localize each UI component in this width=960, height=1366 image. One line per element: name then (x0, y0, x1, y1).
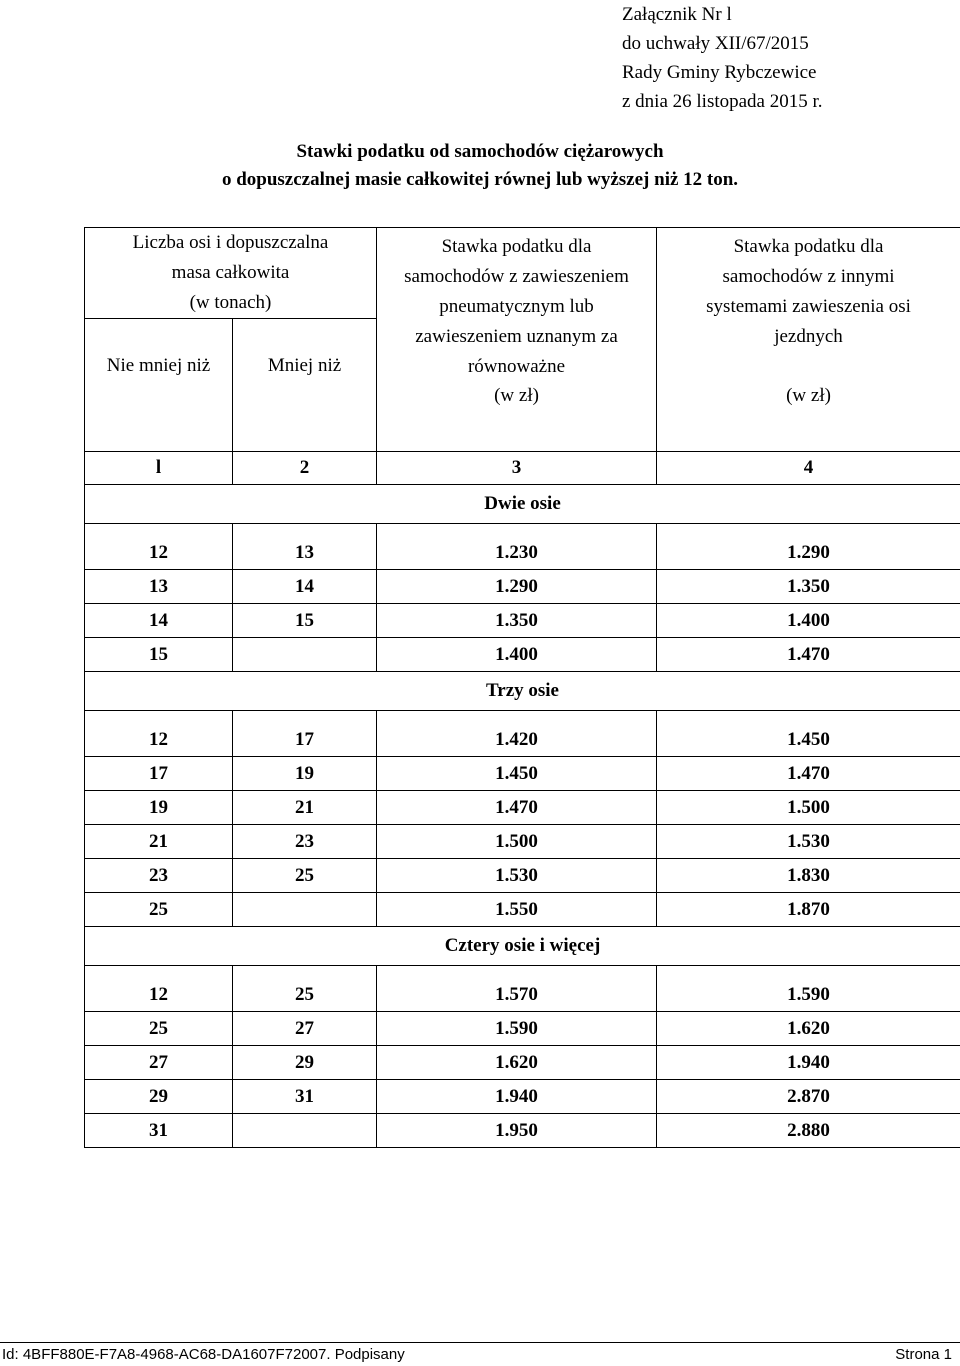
table-row (85, 1046, 960, 1080)
rate-pneumatic-header-line: równoważne (467, 356, 566, 377)
min-weight-cell: 29 (85, 1080, 233, 1114)
max-weight-cell: 25 (233, 966, 377, 1012)
min-weight-header: Nie mniej niż (85, 319, 233, 452)
min-weight-cell: 12 (85, 711, 233, 757)
rate-pneumatic-unit: (w zł) (494, 385, 539, 406)
min-weight-cell: 21 (85, 825, 233, 859)
table-row (85, 638, 960, 672)
rate-pneumatic-header-line: samochodów z zawieszeniem (404, 266, 629, 287)
max-weight-cell: 14 (233, 570, 377, 604)
axles-weight-header (85, 228, 377, 319)
rate-other-cell: 1.470 (657, 757, 960, 791)
rate-other-header-line: jezdnych (774, 326, 843, 347)
max-weight-header: Mniej niż (233, 319, 377, 452)
document-title (0, 138, 960, 194)
max-weight-cell (233, 893, 377, 927)
max-weight-cell: 25 (233, 859, 377, 893)
min-weight-cell: 23 (85, 859, 233, 893)
max-weight-cell: 13 (233, 524, 377, 570)
rate-other-header (657, 228, 960, 452)
max-weight-cell: 19 (233, 757, 377, 791)
table-row (85, 1080, 960, 1114)
rate-pneumatic-cell: 1.530 (377, 859, 657, 893)
max-weight-cell: 23 (233, 825, 377, 859)
max-weight-cell: 27 (233, 1012, 377, 1046)
table-row (85, 1012, 960, 1046)
rate-other-cell: 1.590 (657, 966, 960, 1012)
rate-pneumatic-header-line: pneumatycznym lub (439, 296, 594, 317)
max-weight-cell: 17 (233, 711, 377, 757)
rate-pneumatic-header-line: zawieszeniem uznanym za (415, 326, 618, 347)
section-header-row (85, 485, 960, 524)
spacer (657, 352, 960, 382)
rate-pneumatic-cell: 1.500 (377, 825, 657, 859)
column-number: 4 (657, 452, 960, 485)
rate-pneumatic-cell: 1.940 (377, 1080, 657, 1114)
axles-weight-header-line: masa całkowita (171, 262, 290, 283)
table-row (85, 1114, 960, 1148)
max-weight-cell: 29 (233, 1046, 377, 1080)
rate-other-unit: (w zł) (786, 385, 831, 406)
rate-other-cell: 2.870 (657, 1080, 960, 1114)
max-weight-cell: 21 (233, 791, 377, 825)
section-title: Trzy osie (85, 672, 960, 711)
column-number: l (85, 452, 233, 485)
table-row (85, 825, 960, 859)
table-row (85, 893, 960, 927)
min-weight-cell: 13 (85, 570, 233, 604)
rate-other-cell: 1.530 (657, 825, 960, 859)
rate-other-cell: 1.500 (657, 791, 960, 825)
rate-other-cell: 1.450 (657, 711, 960, 757)
attachment-header (622, 0, 823, 116)
min-weight-cell: 12 (85, 966, 233, 1012)
footer-divider (0, 1342, 960, 1343)
min-weight-cell: 31 (85, 1114, 233, 1148)
table-row (85, 711, 960, 757)
min-weight-cell: 19 (85, 791, 233, 825)
rate-pneumatic-cell: 1.550 (377, 893, 657, 927)
attachment-number: Załącznik Nr l (622, 4, 732, 25)
title-line-1: Stawki podatku od samochodów ciężarowych (296, 141, 664, 162)
rate-pneumatic-cell: 1.590 (377, 1012, 657, 1046)
rate-other-cell: 1.620 (657, 1012, 960, 1046)
rate-pneumatic-cell: 1.620 (377, 1046, 657, 1080)
axles-weight-header-line: (w tonach) (189, 292, 272, 313)
section-header-row (85, 672, 960, 711)
rate-pneumatic-cell: 1.400 (377, 638, 657, 672)
min-weight-cell: 17 (85, 757, 233, 791)
table-row (85, 791, 960, 825)
rate-pneumatic-cell: 1.230 (377, 524, 657, 570)
rate-pneumatic-cell: 1.470 (377, 791, 657, 825)
rate-other-cell: 1.830 (657, 859, 960, 893)
rate-other-cell: 1.940 (657, 1046, 960, 1080)
rate-other-header-line: samochodów z innymi (722, 266, 895, 287)
tax-rates-table (84, 227, 960, 1148)
rate-pneumatic-cell: 1.350 (377, 604, 657, 638)
max-weight-cell: 31 (233, 1080, 377, 1114)
rate-pneumatic-cell: 1.290 (377, 570, 657, 604)
rate-other-cell: 1.470 (657, 638, 960, 672)
min-weight-cell: 27 (85, 1046, 233, 1080)
axles-weight-header-line: Liczba osi i dopuszczalna (132, 232, 329, 253)
table-row (85, 604, 960, 638)
max-weight-cell (233, 1114, 377, 1148)
column-number: 2 (233, 452, 377, 485)
rate-pneumatic-cell: 1.450 (377, 757, 657, 791)
rate-pneumatic-cell: 1.570 (377, 966, 657, 1012)
column-numbers-row (85, 452, 960, 485)
min-weight-cell: 15 (85, 638, 233, 672)
rate-other-cell: 1.400 (657, 604, 960, 638)
section-header-row (85, 927, 960, 966)
rate-pneumatic-cell: 1.950 (377, 1114, 657, 1148)
max-weight-cell (233, 638, 377, 672)
table-row (85, 966, 960, 1012)
header-row-1 (85, 228, 960, 319)
rate-other-cell: 1.350 (657, 570, 960, 604)
title-line-2: o dopuszczalnej masie całkowitej równej lub wyższej niż 12 ton. (221, 169, 739, 190)
resolution-number: do uchwały XII/67/2015 (622, 33, 809, 54)
min-weight-cell: 12 (85, 524, 233, 570)
rate-other-cell: 1.290 (657, 524, 960, 570)
column-number: 3 (377, 452, 657, 485)
page-number: Strona 1 (895, 1346, 952, 1363)
table-row (85, 757, 960, 791)
min-weight-cell: 14 (85, 604, 233, 638)
rate-other-cell: 1.870 (657, 893, 960, 927)
rate-other-header-line: systemami zawieszenia osi (706, 296, 911, 317)
min-weight-cell: 25 (85, 1012, 233, 1046)
table-row (85, 859, 960, 893)
section-title: Dwie osie (85, 485, 960, 524)
rate-other-header-line: Stawka podatku dla (733, 236, 884, 257)
max-weight-cell: 15 (233, 604, 377, 638)
min-weight-cell: 25 (85, 893, 233, 927)
section-title: Cztery osie i więcej (85, 927, 960, 966)
rate-other-cell: 2.880 (657, 1114, 960, 1148)
table-row (85, 524, 960, 570)
rate-pneumatic-header-line: Stawka podatku dla (441, 236, 592, 257)
council-name: Rady Gminy Rybczewice (622, 62, 817, 83)
rate-pneumatic-header (377, 228, 657, 452)
resolution-date: z dnia 26 listopada 2015 r. (622, 91, 823, 112)
table-row (85, 570, 960, 604)
document-id: Id: 4BFF880E-F7A8-4968-AC68-DA1607F72007. Podpisany (2, 1346, 405, 1363)
rate-pneumatic-cell: 1.420 (377, 711, 657, 757)
